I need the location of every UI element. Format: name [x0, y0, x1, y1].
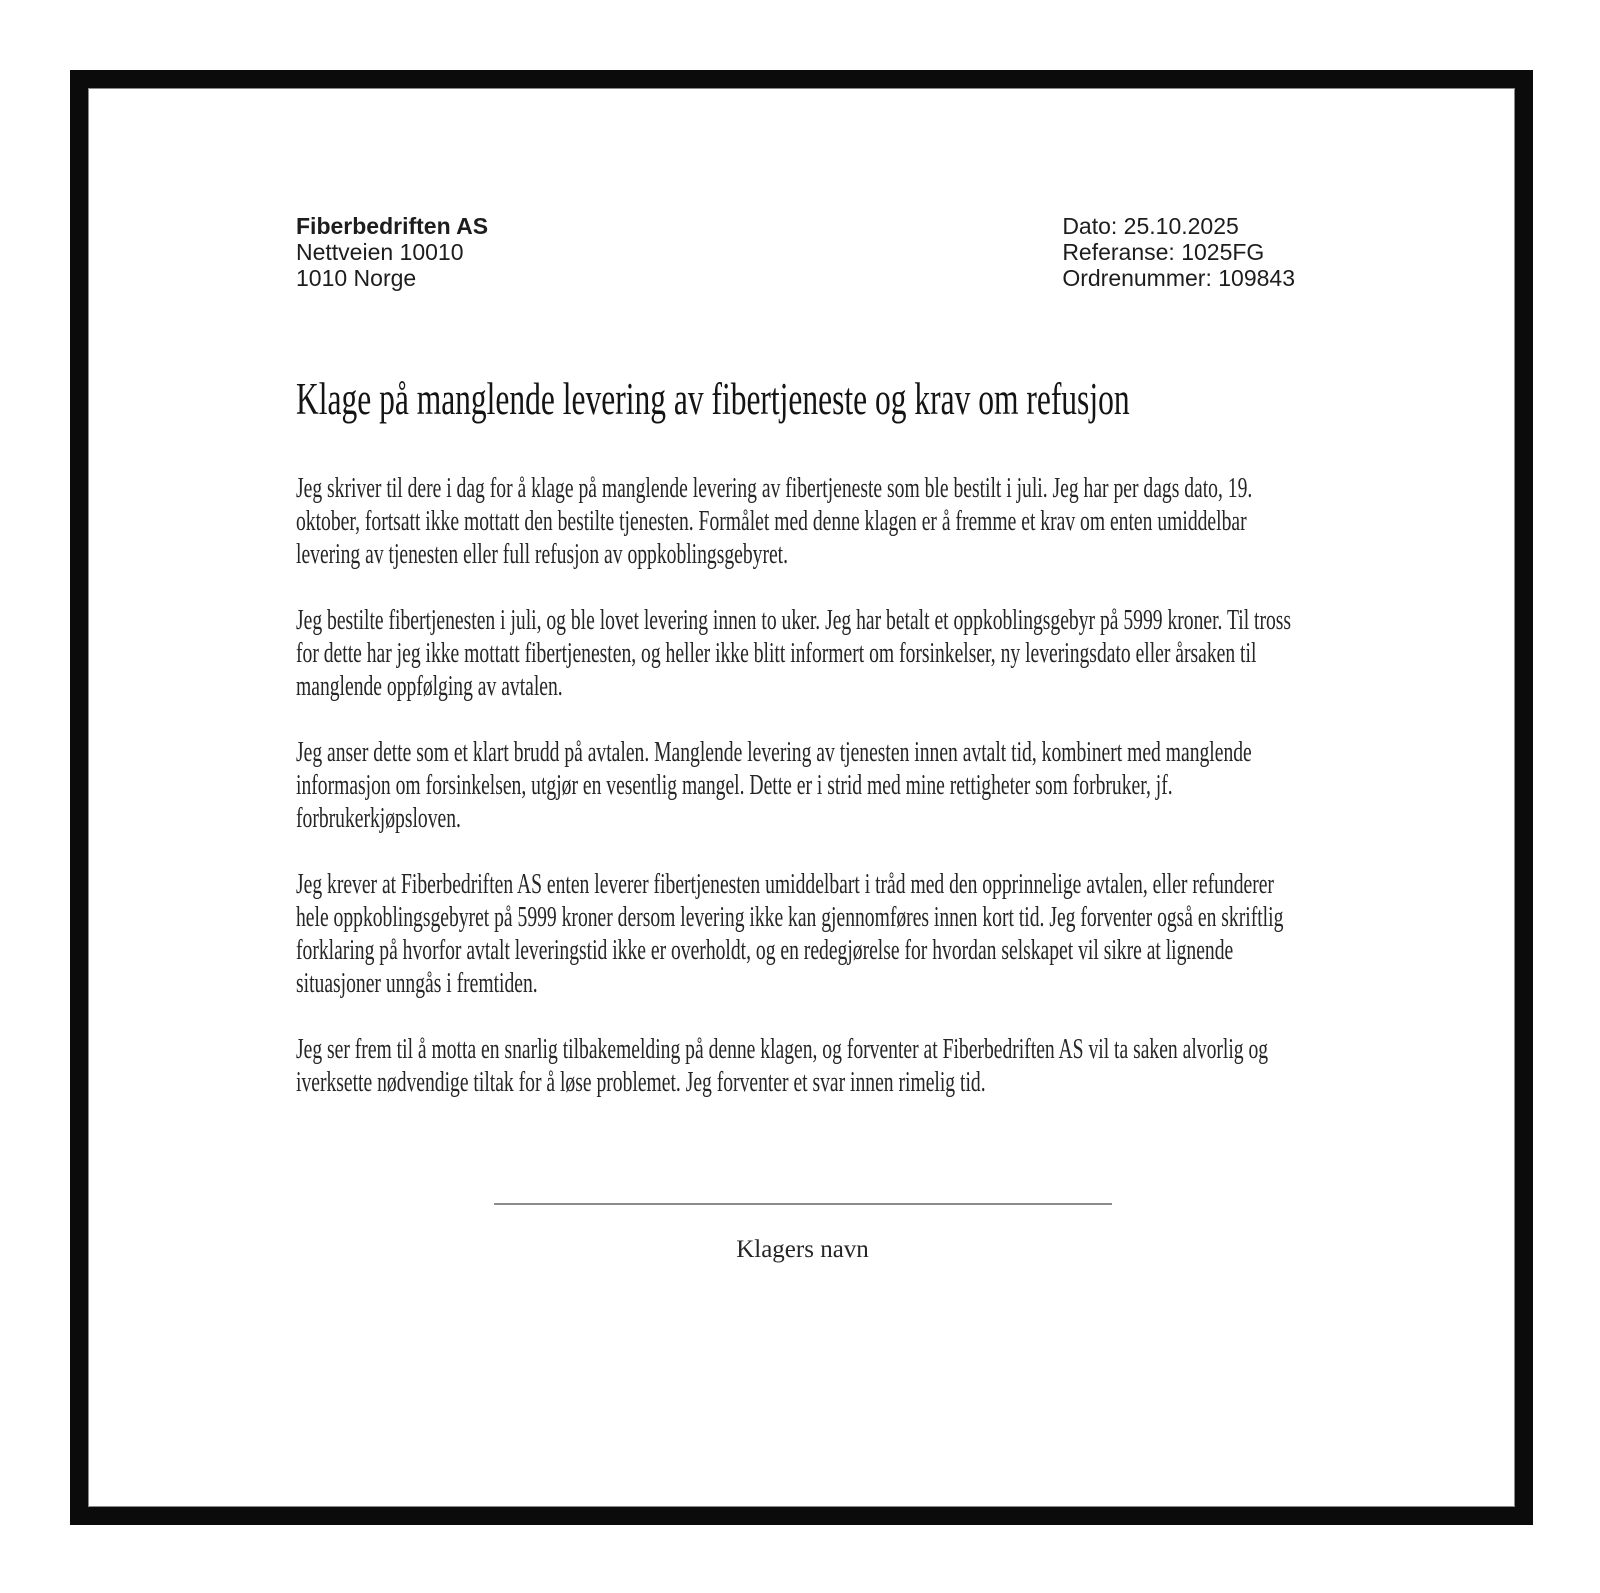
- letter-reference: Referanse: 1025FG: [1062, 239, 1265, 265]
- signature-line: [494, 1203, 1112, 1205]
- sender-name: Fiberbedriften AS: [296, 213, 489, 239]
- signature-label: Klagers navn: [736, 1236, 869, 1263]
- letter-date: Dato: 25.10.2025: [1062, 213, 1239, 239]
- letter-paragraph-4: Jeg krever at Fiberbedriften AS enten leverer fibertjenesten umiddelbart i tråd med den opprinnelige avtalen, eller refunderer hele oppkoblingsgebyret på 5999 kroner dersom levering ikke kan gjennomføres innen kort tid. Jeg forventer også en skriftlig forklaring på hvorfor avtalt leveringstid ikke er overholdt, og en redegjørelse for hvordan selskapet vil sikre at lignende situasjoner unngås i fremtiden.: [296, 869, 1284, 999]
- order-number: Ordrenummer: 109843: [1062, 265, 1295, 291]
- meta-block: [1062, 213, 1295, 291]
- sender-block: [296, 213, 488, 291]
- sender-address-line1: Nettveien 10010: [296, 239, 464, 265]
- letter-paragraph-2: Jeg bestilte fibertjenesten i juli, og ble lovet levering innen to uker. Jeg har betalt et oppkoblingsgebyr på 5999 kroner. Til tross for dette har jeg ikke mottatt fibertjenesten, og heller ikke blitt informert om forsinkelser, ny leveringsdato eller årsaken til manglende oppfølging av avtalen.: [296, 605, 1292, 702]
- sender-address-line2: 1010 Norge: [296, 265, 417, 291]
- signature-area: [310, 1203, 1295, 1266]
- letter-paragraph-1: Jeg skriver til dere i dag for å klage på manglende levering av fibertjeneste som ble bestilt i juli. Jeg har per dags dato, 19. oktober, fortsatt ikke mottatt den bestilte tjenesten. Formålet med denne klagen er å fremme et krav om enten umiddelbar levering av tjenesten eller full refusjon av oppkoblingsgebyret.: [296, 473, 1253, 570]
- letter-title: Klage på manglende levering av fibertjeneste og krav om refusjon: [296, 374, 1130, 424]
- letter-header: [296, 213, 1295, 291]
- signature-block: [296, 1203, 1295, 1266]
- letter-content: [296, 371, 1295, 1099]
- letter-page: [70, 70, 1533, 1525]
- letter-paragraph-3: Jeg anser dette som et klart brudd på avtalen. Manglende levering av tjenesten innen avtalt tid, kombinert med manglende informasjon om forsinkelsen, utgjør en vesentlig mangel. Dette er i strid med mine rettigheter som forbruker, jf. forbrukerkjøpsloven.: [296, 737, 1252, 834]
- letter-paragraph-5: Jeg ser frem til å motta en snarlig tilbakemelding på denne klagen, og forventer at Fiberbedriften AS vil ta saken alvorlig og iverksette nødvendige tiltak for å løse problemet. Jeg forventer et svar innen rimelig tid.: [296, 1034, 1269, 1098]
